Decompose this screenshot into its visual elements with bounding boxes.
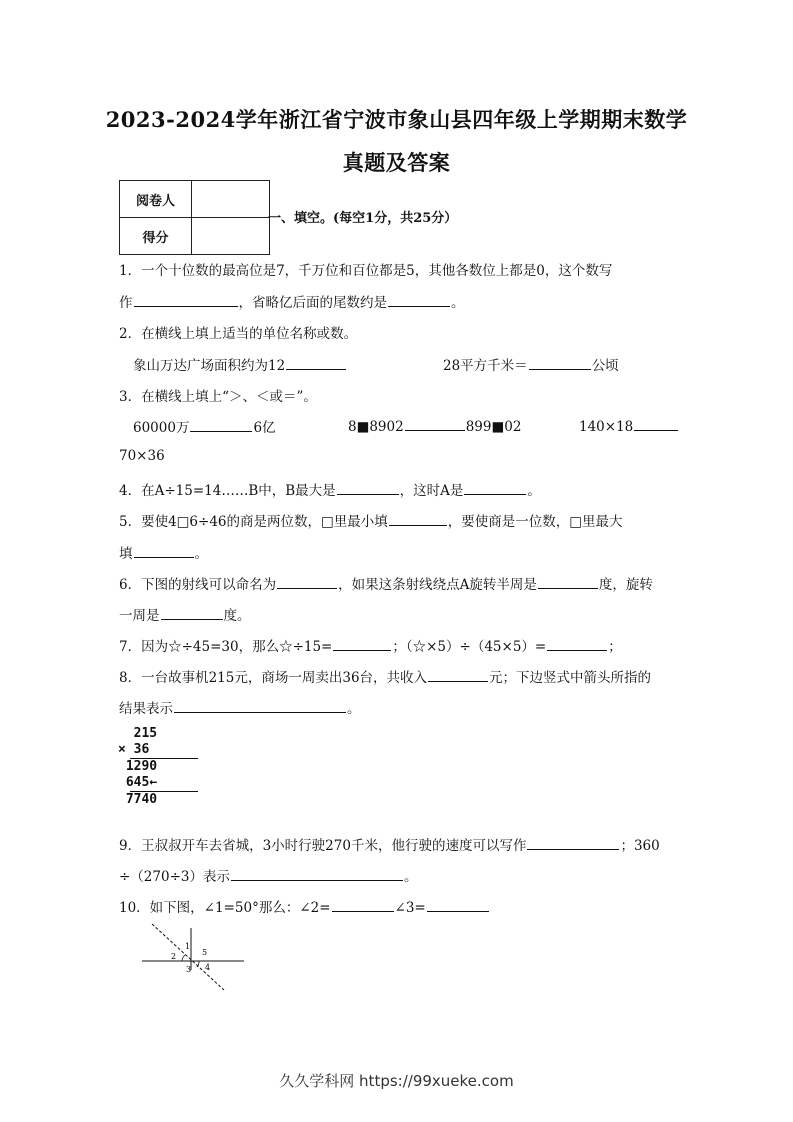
q10-line — [119, 896, 490, 916]
angle-label-3: 3 — [186, 965, 192, 974]
vertical-multiplication — [118, 726, 198, 808]
q8-text: 结果表示 — [119, 701, 173, 717]
q5-text: ，要使商是一位数，□里最大 — [447, 514, 623, 530]
answer-blank[interactable] — [337, 480, 399, 495]
vert-value: 645 — [125, 775, 150, 790]
q6-text: 度，旋转 — [598, 577, 653, 593]
q5-text: 填 — [119, 546, 133, 562]
answer-blank[interactable] — [538, 574, 598, 589]
vert-row-3 — [118, 759, 198, 775]
q6-line-a — [119, 573, 653, 593]
footer-watermark: 久久学科网 https://99xueke.com — [279, 1072, 514, 1090]
page-subtitle: 真题及答案 — [342, 150, 451, 175]
q9-line-b — [119, 865, 417, 885]
page-title: 2023-2024学年浙江省宁波市象山县四年级上学期期末数学 — [105, 107, 688, 132]
diagonal-line — [152, 924, 224, 990]
q1-text: 。 — [451, 295, 465, 311]
q3-compare-3-cont: 70×36 — [119, 448, 165, 464]
q8-text: 。 — [347, 701, 361, 717]
score-table — [119, 180, 270, 255]
score-label: 得分 — [120, 218, 192, 255]
angle-label-2: 2 — [171, 952, 177, 961]
q9-text: 9．王叔叔开车去省城，3小时行驶270千米，他行驶的速度可以写作 — [119, 838, 527, 854]
q9-text: ÷（270÷3）表示 — [119, 869, 230, 885]
q1-line-a: 1．一个十位数的最高位是7，千万位和百位都是5，其他各数位上都是0，这个数写 — [119, 263, 613, 279]
angle-label-4: 4 — [205, 963, 211, 972]
q2-text: 28平方千米＝ — [443, 358, 528, 374]
answer-blank[interactable] — [190, 417, 252, 432]
answer-blank[interactable] — [427, 897, 489, 912]
angle-arc — [182, 955, 185, 961]
answer-blank[interactable] — [389, 511, 447, 526]
q3-compare-2 — [348, 416, 521, 435]
q7-text: 7．因为☆÷45=30，那么☆÷15= — [119, 639, 333, 655]
q3-text: 6亿 — [253, 420, 276, 436]
answer-blank[interactable] — [231, 866, 403, 881]
q3-compare-1 — [133, 416, 276, 436]
q6-text: 度。 — [223, 608, 251, 624]
answer-blank[interactable] — [134, 543, 194, 558]
q7-line — [119, 635, 622, 655]
q5-line-a — [119, 510, 623, 530]
q5-text: 5．要使4□6÷46的商是两位数，□里最小填 — [119, 514, 388, 530]
answer-blank[interactable] — [464, 480, 526, 495]
q6-text: 一周是 — [119, 608, 160, 624]
answer-blank[interactable] — [134, 292, 238, 307]
q2-line-c — [443, 354, 619, 374]
q8-text: 8．一台故事机215元，商场一周卖出36台，共收入 — [119, 670, 428, 686]
q4-line — [119, 479, 541, 499]
q10-text: ∠3= — [394, 900, 426, 916]
answer-blank[interactable] — [634, 416, 678, 431]
q2-line-a: 2．在横线上填上适当的单位名称或数。 — [119, 326, 358, 342]
q8-line-b — [119, 697, 361, 717]
angle-label-1: 1 — [185, 942, 191, 951]
answer-blank[interactable] — [161, 605, 223, 620]
vert-row-5 — [118, 792, 198, 808]
answer-blank[interactable] — [388, 292, 450, 307]
q6-text: ，如果这条射线绕点A旋转半周是 — [338, 577, 537, 593]
q3-text: 8■8902 — [348, 419, 404, 435]
angle-label-5: 5 — [202, 948, 208, 957]
answer-blank[interactable] — [286, 355, 346, 370]
vert-value: 7740 — [125, 792, 158, 807]
q1-text: ，省略亿后面的尾数约是 — [238, 295, 387, 311]
q5-line-b — [119, 542, 208, 562]
q3-text: 899■02 — [465, 419, 522, 435]
q8-text: 元；下边竖式中箭头所指的 — [489, 670, 652, 686]
vert-row-1 — [118, 726, 198, 742]
q3-line-a: 3．在横线上填上“＞、＜或＝”。 — [119, 389, 317, 405]
q8-line-a — [119, 666, 651, 686]
q7-text: ；（☆×5）÷（45×5）= — [392, 639, 547, 655]
q9-text: 。 — [403, 869, 418, 885]
vert-value: 215 — [133, 726, 158, 741]
q3-compare-3 — [579, 416, 679, 435]
answer-blank[interactable] — [547, 636, 607, 651]
q1-line-b — [119, 291, 465, 311]
reviewer-cell[interactable] — [192, 181, 270, 218]
q4-text: 。 — [527, 483, 541, 499]
q1-text: 作 — [119, 295, 133, 311]
q4-text: 4．在A÷15=14……B中，B最大是 — [119, 483, 336, 499]
q3-text: 60000万 — [133, 420, 190, 436]
q5-text: 。 — [194, 546, 208, 562]
q2-text: 公顷 — [591, 358, 619, 374]
answer-blank[interactable] — [332, 897, 394, 912]
q9-line-a — [119, 834, 660, 854]
arrow-left-icon: ← — [149, 775, 158, 790]
angle-diagram — [138, 918, 248, 994]
angle-arc — [197, 961, 199, 967]
q2-text: 象山万达广场面积约为12 — [133, 358, 286, 374]
reviewer-label: 阅卷人 — [120, 181, 192, 218]
q6-text: 6．下图的射线可以命名为 — [119, 577, 277, 593]
answer-blank[interactable] — [174, 698, 346, 713]
answer-blank[interactable] — [527, 835, 619, 850]
answer-blank[interactable] — [428, 667, 488, 682]
q4-text: ，这时A是 — [399, 483, 464, 499]
q7-text: ； — [608, 639, 622, 655]
section-heading: 一、填空。(每空1分，共25分） — [268, 211, 458, 226]
answer-blank[interactable] — [405, 416, 465, 431]
q6-line-b — [119, 604, 251, 624]
answer-blank[interactable] — [333, 636, 391, 651]
q2-line-b — [133, 354, 347, 374]
vert-row-4 — [118, 775, 198, 791]
q9-text: ；360 — [620, 838, 660, 854]
score-cell[interactable] — [192, 218, 270, 255]
answer-blank[interactable] — [529, 355, 591, 370]
answer-blank[interactable] — [277, 574, 337, 589]
vert-value: 1290 — [125, 759, 158, 774]
q10-text: 10．如下图，∠1=50°那么：∠2= — [119, 900, 331, 916]
vert-row-2: × 36 — [118, 742, 150, 757]
q3-text: 140×18 — [579, 419, 634, 435]
